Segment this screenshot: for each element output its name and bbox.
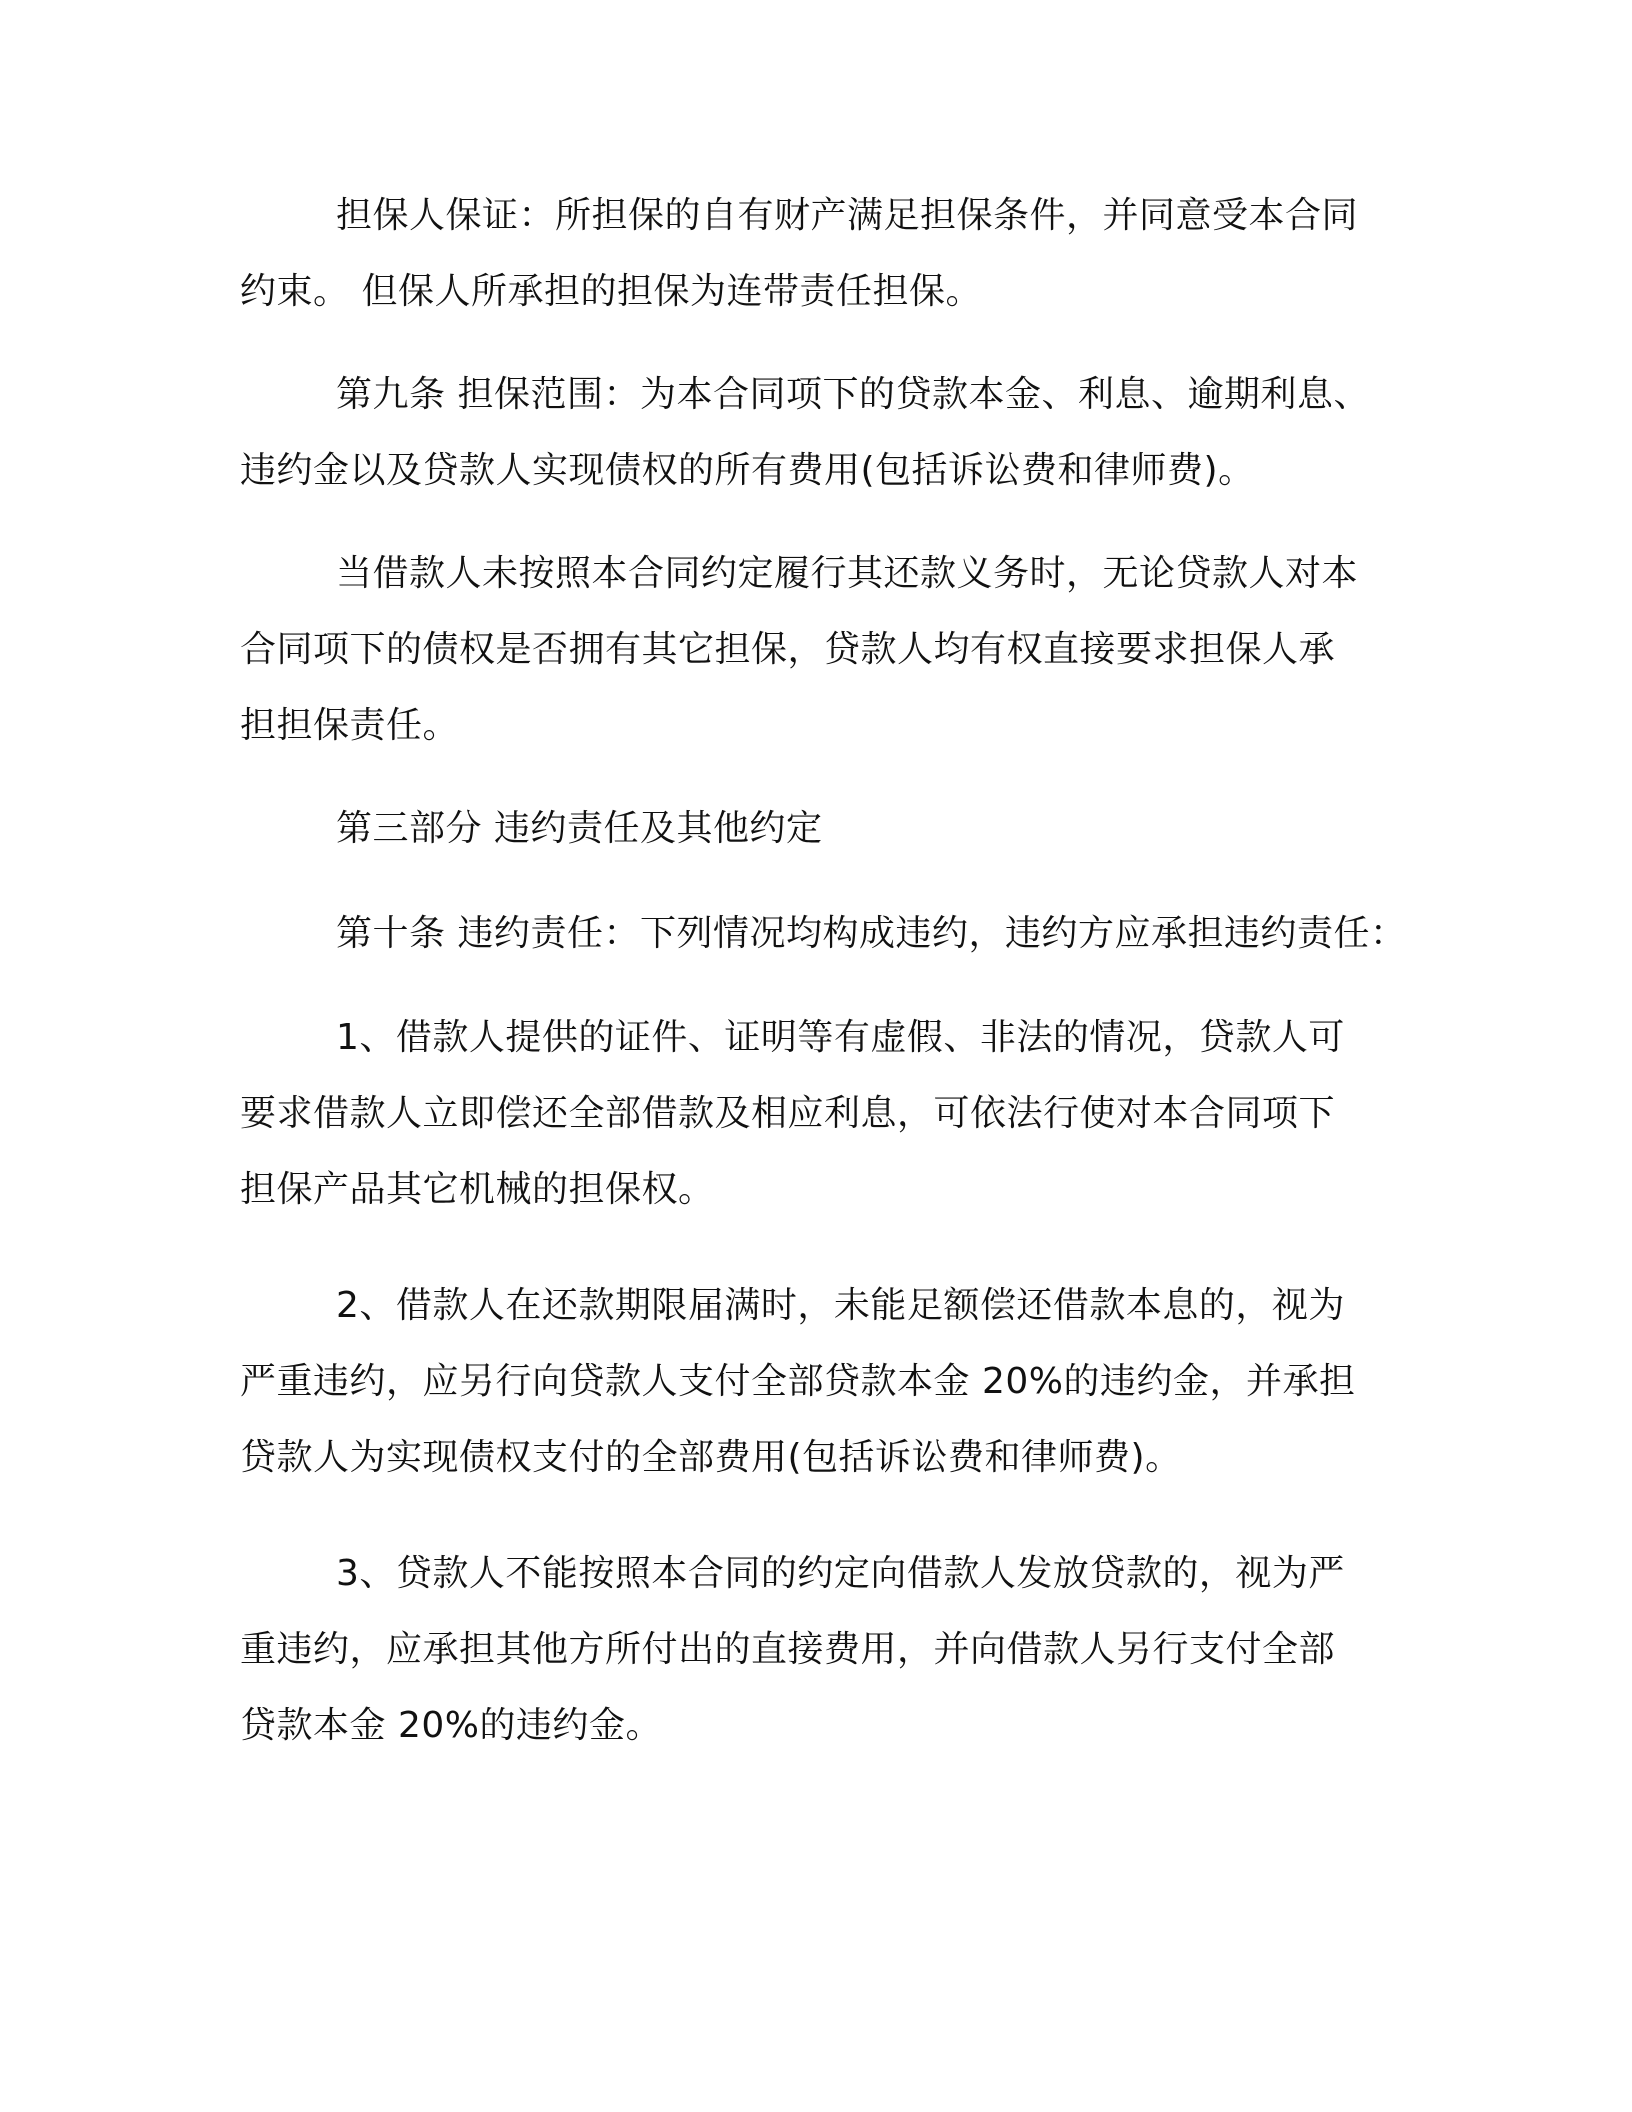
text-line: 严重违约，应另行向贷款人支付全部贷款本金 20%的违约金，并承担	[240, 1361, 1356, 1402]
text-line: 2、借款人在还款期限届满时，未能足额偿还借款本息的，视为	[336, 1285, 1345, 1326]
text-line: 合同项下的债权是否拥有其它担保，贷款人均有权直接要求担保人承	[240, 629, 1336, 670]
list-item-1	[240, 1000, 1400, 1228]
paragraph-guarantor-warranty	[240, 178, 1400, 330]
text-line: 贷款人为实现债权支付的全部费用(包括诉讼费和律师费)。	[240, 1437, 1182, 1478]
text-line: 重违约，应承担其他方所付出的直接费用，并向借款人另行支付全部	[240, 1629, 1336, 1670]
text-line: 第九条 担保范围：为本合同项下的贷款本金、利息、逾期利息、	[336, 374, 1370, 415]
text-line: 1、借款人提供的证件、证明等有虚假、非法的情况，贷款人可	[336, 1017, 1345, 1058]
text-line: 当借款人未按照本合同约定履行其还款义务时，无论贷款人对本	[336, 553, 1359, 594]
text-line: 担保人保证：所担保的自有财产满足担保条件，并同意受本合同	[336, 195, 1359, 236]
text-line: 第三部分 违约责任及其他约定	[336, 808, 823, 849]
text-line: 贷款本金 20%的违约金。	[240, 1705, 662, 1746]
paragraph-borrower-default	[240, 536, 1400, 764]
list-item-2	[240, 1268, 1400, 1496]
text-line: 违约金以及贷款人实现债权的所有费用(包括诉讼费和律师费)。	[240, 450, 1255, 491]
text-line: 第十条 违约责任：下列情况均构成违约，违约方应承担违约责任：	[336, 913, 1407, 954]
paragraph-article-ten	[240, 896, 1407, 972]
section-heading-part-three	[240, 791, 1400, 867]
list-item-3	[240, 1536, 1400, 1764]
text-line: 担担保责任。	[240, 705, 460, 746]
text-line: 3、贷款人不能按照本合同的约定向借款人发放贷款的，视为严	[336, 1553, 1345, 1594]
text-line: 约束。 但保人所承担的担保为连带责任担保。	[240, 271, 982, 312]
paragraph-article-nine	[240, 357, 1400, 509]
text-line: 担保产品其它机械的担保权。	[240, 1169, 715, 1210]
text-line: 要求借款人立即偿还全部借款及相应利息，可依法行使对本合同项下	[240, 1093, 1336, 1134]
